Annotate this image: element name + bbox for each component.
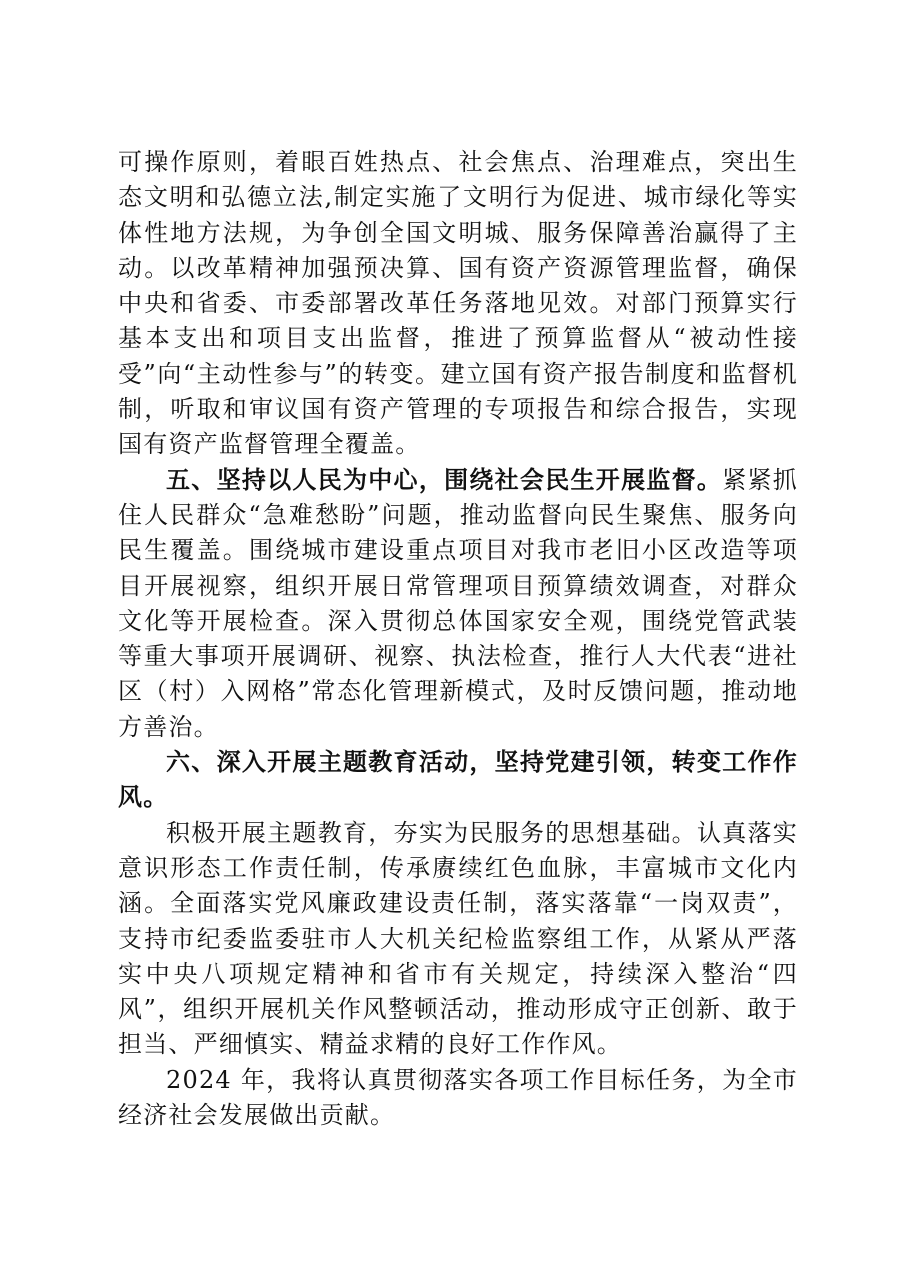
paragraph-continuation: 可操作原则，着眼百姓热点、社会焦点、治理难点，突出生态文明和弘德立法,制定实施了文明行为促进、城市绿化等实体性地方法规，为争创全国文明城、服务保障善治赢得了主动。以改革精神加强预决算、国有资产资源管理监督，确保中央和省委、市委部署改革任务落地见效。对部门预算实行基本支出和项目支出监督，推进了预算监督从“被动性接受”向“主动性参与”的转变。建立国有资产报告制度和监督机制，听取和审议国有资产管理的专项报告和综合报告，实现国有资产监督管理全覆盖。 <box>118 148 798 459</box>
section-six-heading: 六、深入开展主题教育活动，坚持党建引领，转变工作作风。 <box>118 748 798 812</box>
section-five-body: 紧紧抓住人民群众“急难愁盼”问题，推动监督向民生聚焦、服务向民生覆盖。围绕城市建设重点项目对我市老旧小区改造等项目开展视察，组织开展日常管理项目预算绩效调查，对群众文化等开展检查。深入贯彻总体国家安全观，围绕党管武装等重大事项开展调研、视察、执法检查，推行人大代表“进社区（村）入网格”常态化管理新模式，及时反馈问题，推动地方善治。 <box>118 465 798 741</box>
section-five-paragraph <box>118 463 798 745</box>
closing-paragraph: 2024 年，我将认真贯彻落实各项工作目标任务，为全市经济社会发展做出贡献。 <box>118 1065 798 1130</box>
document-body <box>118 145 798 1133</box>
section-five-heading: 五、坚持以人民为中心，围绕社会民生开展监督。 <box>166 465 723 494</box>
section-six-body: 积极开展主题教育，夯实为民服务的思想基础。认真落实意识形态工作责任制，传承赓续红色血脉，丰富城市文化内涵。全面落实党风廉政建设责任制，落实落靠“一岗双责”，支持市纪委监委驻市人大机关纪检监察组工作，从紧从严落实中央八项规定精神和省市有关规定，持续深入整治“四风”，组织开展机关作风整顿活动，推动形成守正创新、敢于担当、严细慎实、精益求精的良好工作作风。 <box>118 818 798 1059</box>
